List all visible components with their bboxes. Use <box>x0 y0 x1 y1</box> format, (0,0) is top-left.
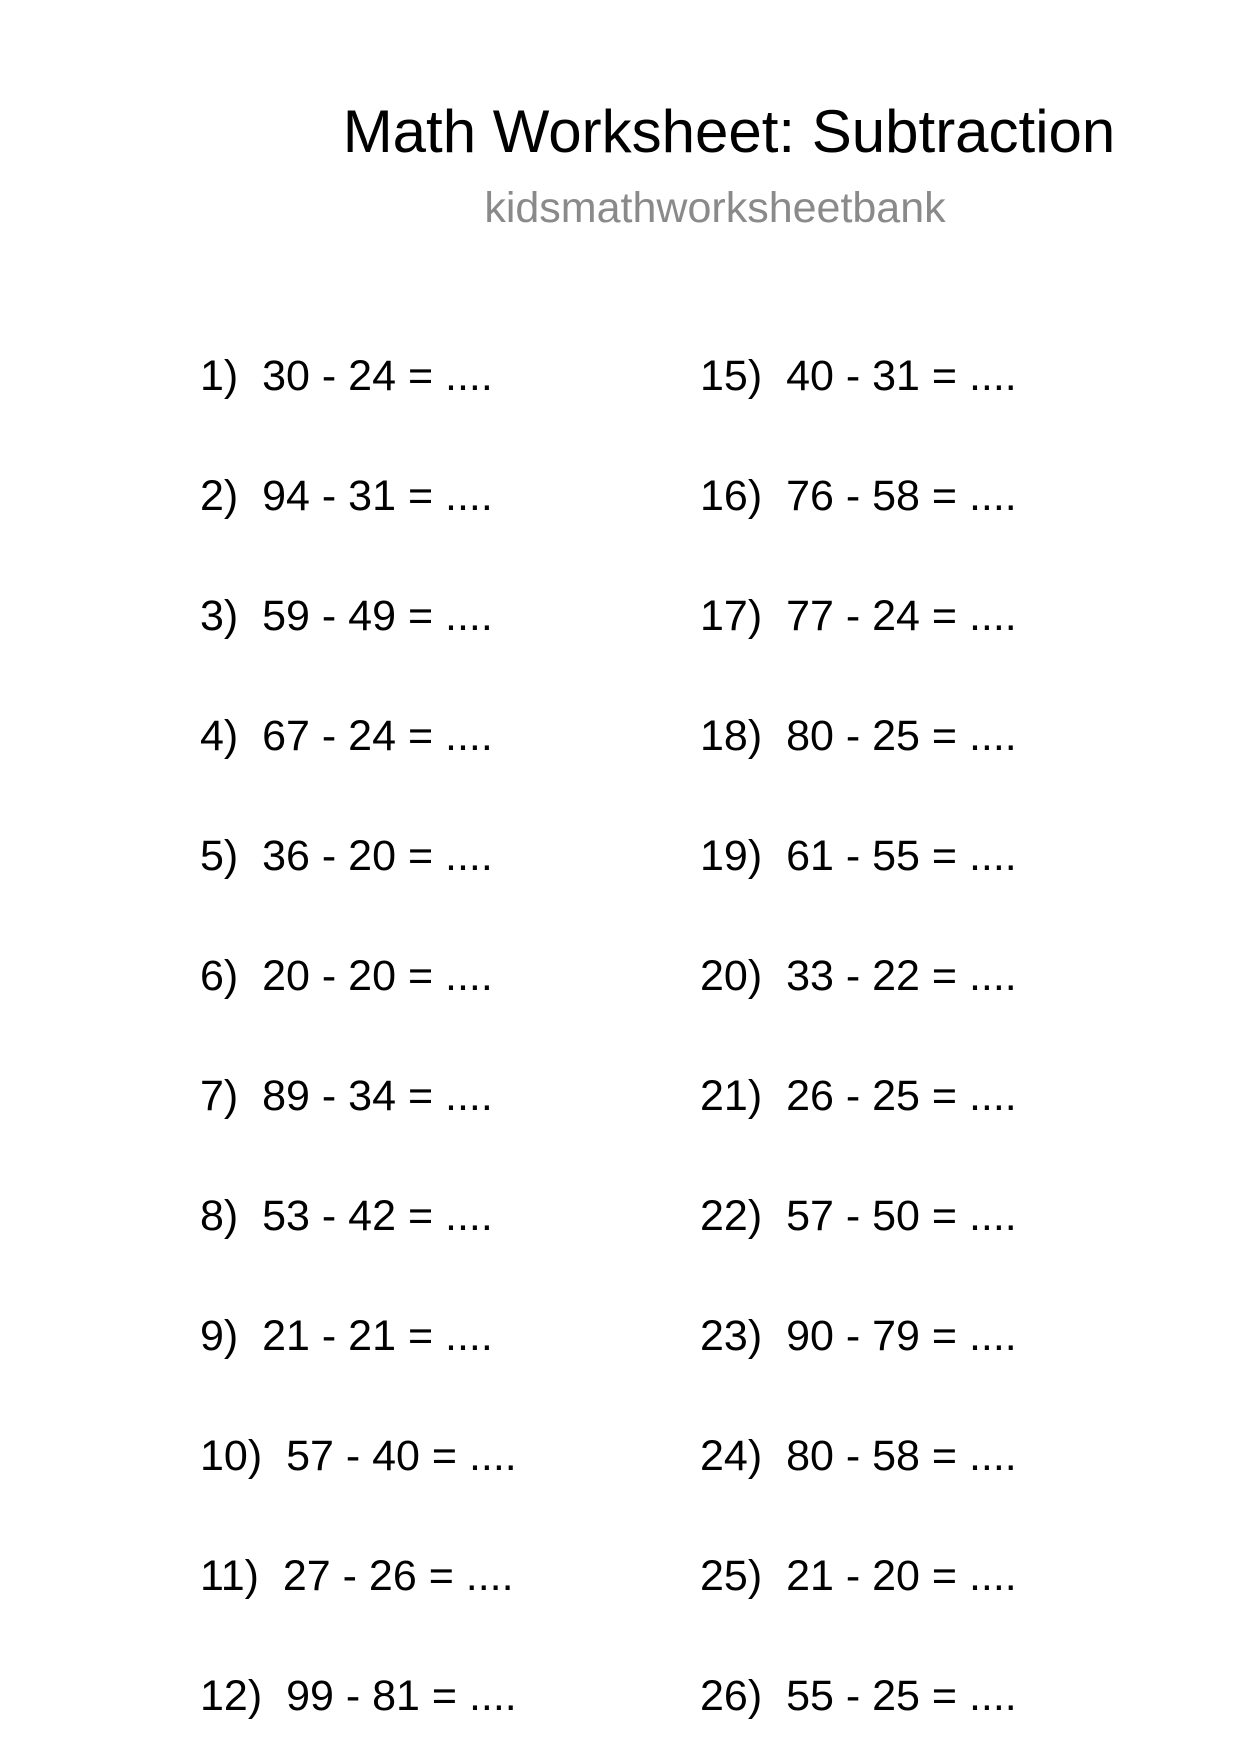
problem-number: 12) <box>200 1672 263 1720</box>
problem-number: 15) <box>700 352 763 400</box>
problem-expression: 21 - 21 = .... <box>262 1312 493 1360</box>
problem-number: 24) <box>700 1432 763 1480</box>
problem-number: 8) <box>200 1192 239 1240</box>
problem-item <box>700 1191 1017 1241</box>
problem-expression: 33 - 22 = .... <box>786 952 1017 1000</box>
problem-item <box>200 831 493 881</box>
problem-item <box>700 1311 1017 1361</box>
problem-expression: 99 - 81 = .... <box>286 1672 517 1720</box>
problem-number: 2) <box>200 472 239 520</box>
problem-expression: 61 - 55 = .... <box>786 832 1017 880</box>
problem-expression: 20 - 20 = .... <box>262 952 493 1000</box>
problem-expression: 21 - 20 = .... <box>786 1552 1017 1600</box>
problem-number: 26) <box>700 1672 763 1720</box>
problem-item <box>700 351 1017 401</box>
problem-number: 4) <box>200 712 239 760</box>
problem-item <box>700 1671 1017 1721</box>
problem-number: 20) <box>700 952 763 1000</box>
worksheet-source: kidsmathworksheetbank <box>484 184 946 232</box>
problem-expression: 36 - 20 = .... <box>262 832 493 880</box>
problem-number: 23) <box>700 1312 763 1360</box>
problem-number: 19) <box>700 832 763 880</box>
problem-item <box>200 1191 493 1241</box>
problem-number: 22) <box>700 1192 763 1240</box>
problem-number: 6) <box>200 952 239 1000</box>
problem-item <box>200 711 493 761</box>
problem-item <box>700 711 1017 761</box>
problem-number: 25) <box>700 1552 763 1600</box>
problem-expression: 53 - 42 = .... <box>262 1192 493 1240</box>
problem-expression: 80 - 25 = .... <box>786 712 1017 760</box>
problem-item <box>200 1671 517 1721</box>
worksheet-title: Math Worksheet: Subtraction <box>342 98 1116 165</box>
problem-expression: 57 - 50 = .... <box>786 1192 1017 1240</box>
problem-expression: 57 - 40 = .... <box>286 1432 517 1480</box>
problem-item <box>200 1071 493 1121</box>
problem-expression: 40 - 31 = .... <box>786 352 1017 400</box>
problem-item <box>700 591 1017 641</box>
problem-item <box>200 591 493 641</box>
problem-item <box>700 951 1017 1001</box>
problem-item <box>200 1551 514 1601</box>
problem-expression: 59 - 49 = .... <box>262 592 493 640</box>
problem-item <box>700 1551 1017 1601</box>
problem-item <box>200 471 493 521</box>
problem-expression: 89 - 34 = .... <box>262 1072 493 1120</box>
problem-item <box>700 471 1017 521</box>
problem-expression: 27 - 26 = .... <box>282 1552 514 1600</box>
problem-item <box>700 831 1017 881</box>
problem-number: 11) <box>200 1552 259 1600</box>
problem-number: 18) <box>700 712 763 760</box>
problem-expression: 76 - 58 = .... <box>786 472 1017 520</box>
problem-number: 16) <box>700 472 763 520</box>
problem-expression: 77 - 24 = .... <box>786 592 1017 640</box>
problem-expression: 90 - 79 = .... <box>786 1312 1017 1360</box>
problem-item <box>200 1431 517 1481</box>
problem-item <box>700 1071 1017 1121</box>
problem-expression: 30 - 24 = .... <box>262 352 493 400</box>
problem-item <box>700 1431 1017 1481</box>
problem-expression: 67 - 24 = .... <box>262 712 493 760</box>
problem-item <box>200 1311 493 1361</box>
problem-number: 17) <box>700 592 763 640</box>
problem-item <box>200 951 493 1001</box>
problem-number: 1) <box>200 352 239 400</box>
problem-expression: 94 - 31 = .... <box>262 472 493 520</box>
problem-expression: 80 - 58 = .... <box>786 1432 1017 1480</box>
problem-number: 7) <box>200 1072 239 1120</box>
problem-item <box>200 351 493 401</box>
problem-number: 3) <box>200 592 239 640</box>
problem-number: 21) <box>700 1072 763 1120</box>
problem-number: 5) <box>200 832 239 880</box>
problem-number: 9) <box>200 1312 239 1360</box>
problem-expression: 26 - 25 = .... <box>786 1072 1017 1120</box>
problem-expression: 55 - 25 = .... <box>786 1672 1017 1720</box>
problem-number: 10) <box>200 1432 263 1480</box>
